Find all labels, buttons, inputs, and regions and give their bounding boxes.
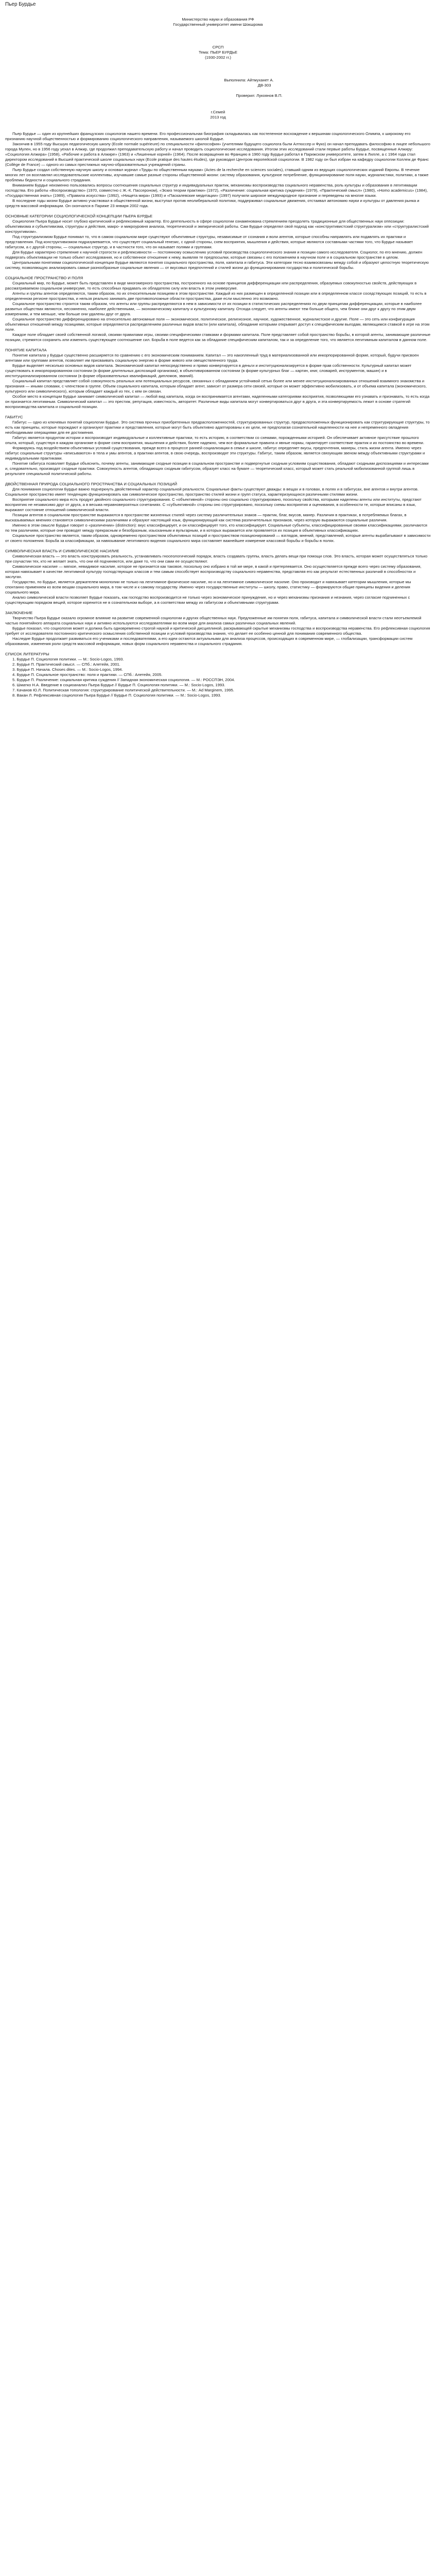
body-paragraph: Социальное пространство дифференцировано на относительно автономные поля — экономическое, политическое, религиозное, научное, художественное, журналистское и другие. Поле — это сеть или конфигурация объективных отношений между позициями, которые определяются распределением различных видов власти (или капитала), обладание которыми открывает доступ к специфическим выгодам, являющимся ставкой в игре на этом поле.	[5, 317, 430, 332]
document-section	[5, 415, 431, 477]
body-paragraph: Габитус — одно из ключевых понятий социологии Бурдье. Это система прочных приобретенных предрасположенностей, структурированных структур, предрасположенных функционировать как структурирующие структуры, то есть как принципы, которые порождают и организуют практики и представления, которые могут быть объективно адаптированы к их цели, не предполагая сознательной нацеленности на нее и непременного овладения необходимыми операциями для ее достижения.	[5, 420, 430, 435]
section-heading: СПИСОК ЛИТЕРАТУРЫ	[5, 652, 49, 656]
work-topic: Тема: ПЬЕР БУРДЬЕ	[198, 50, 238, 55]
body-paragraph: 2. Бурдье П. Практический смысл. — СПб.: Алетейя, 2001.	[12, 662, 120, 667]
body-paragraph: Бурдье показал, что социология может и должна быть одновременно строгой наукой и критической дисциплиной, раскрывающей скрытые механизмы господства и воспроизводства неравенства. Его рефлексивная социология требует от исследователя постоянного критического осмысления собственной позиции и условий производства знания, что делает ее особенно ценной для понимания современного общества.	[5, 626, 430, 636]
body-paragraph: 7. Качанов Ю.Л. Политическая топология: структурирование политической действительности. — М.: Ad Marginem, 1995.	[12, 688, 234, 692]
section-heading: СОЦИАЛЬНОЕ ПРОСТРАНСТВО И ПОЛЯ	[5, 276, 83, 280]
body-paragraph: Творчество Пьера Бурдье оказало огромное влияние на развитие современной социологии и других общественных наук. Предложенные им понятия поля, габитуса, капитала и символической власти стали неотъемлемой частью понятийного аппарата социальных наук и активно используются исследователями во всем мире для анализа самых различных социальных явлений.	[5, 616, 422, 625]
section-heading: ЗАКЛЮЧЕНИЕ	[5, 611, 33, 615]
body-paragraph: Пьер Бурдье — один из крупнейших французских социологов нашего времени. Его профессиональная биография складывалась как постепенное восхождение к вершинам социологического Олимпа, к широкому его признанию научной общественностью и формированию социологического направления, называемого школой Бурдье.	[5, 131, 411, 141]
section-heading: ОСНОВНЫЕ КАТЕГОРИИ СОЦИОЛОГИЧЕСКОЙ КОНЦЕПЦИИ ПЬЕРА БУРДЬЕ	[5, 214, 153, 218]
body-paragraph: Социальный капитал представляет собой совокупность реальных или потенциальных ресурсов, связанных с обладанием устойчивой сетью более или менее институционализированных отношений взаимного знакомства и признания — иными словами, с членством в группе. Объем социального капитала, которым обладает агент, зависит от размера сети связей, которые он может эффективно мобилизовать, и от объема капитала (экономического, культурного или символического), которым обладает каждый из тех, с кем он связан.	[5, 379, 427, 394]
checked-by: Проверил: Лукоянов В.П.	[236, 93, 283, 98]
body-paragraph: 8. Вакан Л. Рефлексивная социология Пьера Бурдье // Бурдье П. Социология политики. — М.: Socio-Logos, 1993.	[12, 693, 221, 698]
body-paragraph: Особое место в концепции Бурдье занимает символический капитал — любой вид капитала, когда он воспринимается агентами, наделенными категориями восприятия, позволяющими его узнавать и признавать, то есть когда он признается легитимным. Символический капитал — это престиж, репутация, известность, авторитет. Различные виды капитала могут конвертироваться друг в друга, и эта конвертируемость лежит в основе стратегий воспроизводства капитала и социальной позиции.	[5, 394, 430, 409]
body-paragraph: Формируясь под воздействием объективных условий существования, прежде всего в процессе ранней социализации в семье и школе, габитус определяет вкусы, предпочтения, манеры, стиль жизни агента. Именно через габитус социальные структуры «вписываются» в тела и умы агентов, а практики агентов, в свою очередь, воспроизводят эти структуры. Габитус, таким образом, является связующим звеном между объективными структурами и индивидуальными практиками.	[5, 446, 425, 461]
body-paragraph: Вниманием Бурдье неизменно пользовались вопросы соотношения социальных структур и индивидуальных практик, механизмы воспроизводства социального неравенства, роль культуры и образования в легитимации господства. Его работы «Воспроизводство» (1970, совместно с Ж.-К. Пассероном), «Эскиз теории практики» (1972), «Различение: социальная критика суждения» (1979), «Практический смысл» (1980), «Homo academicus» (1984), «Государственная знать» (1989), «Правила искусства» (1992), «Нищета мира» (1993) и «Паскалевские медитации» (1997) получили широкое международное признание и переведены на многие языки.	[5, 183, 428, 198]
body-paragraph: Пьер Бурдье создал собственную научную школу и основал журнал «Труды по общественным наукам» (Actes de la recherche en sciences sociales), ставший одним из ведущих социологических изданий Европы. В течение многих лет он возглавлял исследовательские коллективы, изучавшие самые разные стороны общественной жизни: систему образования, культурное потребление, функционирование поля науки, журналистики, политики, а также проблемы бедности и социального страдания.	[5, 167, 429, 182]
body-paragraph: Анализ символической власти позволяет Бурдье показать, как господство воспроизводится не только через экономическое принуждение, но и через механизмы признания и незнания, через согласие подчиненных с существующим порядком вещей, которое коренится не в сознательном выборе, а в соответствии между их габитусом и объективными структурами.	[5, 595, 410, 605]
document-body	[5, 131, 431, 698]
spacer	[5, 120, 431, 131]
body-paragraph: Наследие Бурдье продолжает развиваться его учениками и последователями, а его идеи остаются актуальными для анализа процессов, происходящих в современном мире, — глобализации, трансформации систем образования, изменения роли средств массовой информации, новых форм социального неравенства и социального страдания.	[5, 636, 413, 646]
body-paragraph: Закончив в 1955 году Высшую педагогическую школу (Ecole normale supérieure) по специальности «философия» (учителями будущего социолога были Алтюссер и Фуко) он начал преподавать философию в лицее небольшого города Мулен, но в 1956 году уехал в Алжир, где продолжил преподавательскую работу и начал проводить социологические исследования. Итогом этих исследований стали первые работы Бурдье, посвященные Алжиру: «Социология Алжира» (1958), «Рабочие и работа в Алжире» (1963) и «Лишенные корней» (1964). После возвращения во Францию в 1960 году Бурдье работал в Парижском университете, затем в Лилле, а с 1964 года стал директором исследований в Высшей практической школе социальных наук (Ecole pratique des hautes études), где руководил Центром европейской социологии. В 1982 году он был избран на кафедру социологии Коллеж де Франс (Collège de France) — одного из самых престижных научно-образовательных учреждений страны.	[5, 142, 430, 167]
author-info	[5, 78, 431, 98]
body-paragraph: Социальное пространство строится таким образом, что агенты или группы распределяются в нем в зависимости от их позиции в статистических распределениях по двум принципам дифференциации, которые в наиболее развитых обществах являются, несомненно, наиболее действенными, — экономическому капиталу и культурному капиталу. Отсюда следует, что агенты имеют тем больше общего, чем ближе они друг к другу по этим двум измерениям, и тем меньше, чем больше они удалены друг от друга.	[5, 301, 422, 316]
body-paragraph: Восприятие социального мира есть продукт двойного социального структурирования. С «объективной» стороны оно социально структурировано, поскольку свойства, которыми наделены агенты или институты, предстают восприятию не независимо друг от друга, а в весьма неравновероятных сочетаниях. С «субъективной» стороны оно структурировано, поскольку схемы восприятия и оценивания, в особенности те, которые вписаны в язык, выражают состояние отношений символической власти.	[5, 497, 422, 512]
body-paragraph: В последние годы жизни Бурдье активно участвовал в общественной жизни, выступал против неолиберальной политики, поддерживал социальные движения, отстаивал автономию науки и культуры от давления рынка и средств массовой информации. Он скончался в Париже 23 января 2002 года.	[5, 198, 420, 208]
body-paragraph: Бурдье выделяет несколько основных видов капитала. Экономический капитал непосредственно и прямо конвертируется в деньги и институционализируется в форме прав собственности. Культурный капитал может существовать в инкорпорированном состоянии (в форме длительных диспозиций организма), в объективированном состоянии (в форме культурных благ — картин, книг, словарей, инструментов, машин) и в институционализированном состоянии (в форме образовательных квалификаций, дипломов, званий).	[5, 363, 412, 378]
done-by: Выполнила: Айтмуханет А.	[224, 78, 274, 82]
spacer	[67, 88, 431, 93]
body-paragraph: Позиции агентов в социальном пространстве выражаются в пространстве жизненных стилей через систему различительных знаков — практик, благ, вкусов, манер. Различия в практиках, в потребляемых благах, в высказываемых мнениях становятся символическими различиями и образуют настоящий язык, функционирующий как система различительных признаков, через которую выражаются социальные различия.	[5, 513, 407, 522]
document-section	[5, 348, 431, 410]
body-paragraph: 4. Бурдье П. Социальное пространство: поля и практики. — СПб.: Алетейя, 2005.	[12, 672, 163, 677]
body-paragraph: Агенты и группы агентов определяются, таким образом, по их относительным позициям в этом пространстве. Каждый из них размещен в определенной позиции или в определенном классе соседствующих позиций, то есть в определенном регионе пространства, и нельзя реально занимать две противоположные области пространства, даже если мысленно это возможно.	[5, 291, 427, 301]
year: 2013 год	[210, 115, 226, 120]
body-paragraph: Под структурализмом Бурдье понимал то, что в самом социальном мире существуют объективные структуры, независимые от сознания и воли агентов, которые способны направлять или подавлять их практики и представления. Под конструктивизмом подразумевается, что существует социальный генезис, с одной стороны, схем восприятия, мышления и действия, которые являются составными частями того, что Бурдье называет габитусом, а с другой стороны, — социальных структур, и в частности того, что он называет полями и группами.	[5, 234, 413, 249]
section-heading: СИМВОЛИЧЕСКАЯ ВЛАСТЬ И СИМВОЛИЧЕСКОЕ НАСИЛИЕ	[5, 549, 119, 553]
body-paragraph: Государство, по Бурдье, является держателем монополии не только на легитимное физическое насилие, но и на легитимное символическое насилие. Оно производит и навязывает категории мышления, которые мы спонтанно применяем ко всем вещам социального мира, в том числе и к самому государству. Именно через государственные институты — школу, право, статистику — формируются общие принципы видения и деления социального мира.	[5, 580, 411, 595]
body-paragraph: Социология Пьера Бурдье носит глубоко критический и рефлексивный характер. Его деятельность в сфере социологии ознаменована стремлением преодолеть традиционные для общественных наук оппозиции: объективизма и субъективизма, структуры и действия, макро- и микроуровня анализа, теоретической и эмпирической работы. Сам Бурдье определял свой подход как «конструктивистский структурализм» или «структуралистский конструктивизм».	[5, 219, 429, 234]
spacer	[5, 27, 431, 45]
title-page-header	[5, 17, 431, 27]
body-paragraph: Габитус является продуктом истории и воспроизводит индивидуальные и коллективные практики, то есть историю, в соответствии со схемами, порожденными историей. Он обеспечивает активное присутствие прошлого опыта, который, существуя в каждом организме в форме схем восприятия, мышления и действия, более надежно, чем все формальные правила и явные нормы, гарантирует соответствие практик и их постоянство во времени.	[5, 435, 425, 445]
document-section	[5, 276, 431, 343]
document-section	[5, 652, 431, 698]
university-name: Государственный университет имени Шокшрома	[173, 22, 263, 27]
group: ДВ-303	[257, 83, 271, 88]
body-paragraph: Именно в этом смысле Бурдье говорит о «различении» (distinction): вкус классифицирует, и он классифицирует того, кто классифицирует. Социальные субъекты, классифицированные своими классификациями, различаются по тем различиям, которые они проводят между прекрасным и безобразным, изысканным и вульгарным, и в которых выражается или проявляется их позиция в объективных классификациях.	[5, 523, 427, 533]
ministry-name: Министерство науки и образования РФ	[182, 17, 254, 22]
body-paragraph: 3. Бурдье П. Начала. Choses dites. — М.: Socio-Logos, 1994.	[12, 667, 123, 672]
spacer	[5, 60, 431, 78]
document-title: Пьер Бурдье	[5, 2, 36, 7]
body-paragraph: Понятие капитала у Бурдье существенно расширяется по сравнению с его экономическим пониманием. Капитал — это накопленный труд в материализованной или инкорпорированной форме, который, будучи присвоен агентами или группами агентов, позволяет им присваивать социальную энергию в форме живого или овеществленного труда.	[5, 353, 419, 363]
work-years: (1930-2002 гг.)	[205, 55, 231, 60]
body-paragraph: Социальное пространство является, таким образом, одновременно пространством объективных позиций и пространством позиционирований — взглядов, мнений, представлений, которые агенты вырабатывают в зависимости от своего положения. Борьба за классификации, за навязывание легитимного видения социального мира составляет важнейшее измерение классовой борьбы и борьбы в полях.	[5, 533, 431, 543]
work-type: СРСП	[212, 45, 224, 49]
spacer	[5, 98, 431, 110]
work-info	[5, 45, 431, 60]
body-paragraph: Символическая власть — это власть конструировать реальность, устанавливать гносеологический порядок, власть создавать группы, власть делать вещи при помощи слов. Это власть, которая может осуществляться только при соучастии тех, кто не желает знать, что они ей подчиняются, или даже то, что они сами ее осуществляют.	[5, 554, 428, 564]
section-heading: ПОНЯТИЕ КАПИТАЛА	[5, 348, 47, 352]
body-paragraph: Социальный мир, по Бурдье, может быть представлен в виде многомерного пространства, построенного на основе принципов дифференциации или распределения, образуемых совокупностью свойств, действующих в рассматриваемом социальном универсуме, то есть способных придавать их обладателю силу или власть в этом универсуме.	[5, 281, 417, 291]
body-paragraph: Символическое насилие — мягкое, невидимое насилие, которое не признается как таковое, поскольку оно избрано в той же мере, в какой и претерпевается. Оно осуществляется прежде всего через систему образования, которая навязывает в качестве легитимной культуру господствующих классов и тем самым способствует воспроизводству социального неравенства, представляя его как результат естественных различий в способностях и заслугах.	[5, 564, 422, 579]
document-section	[5, 214, 431, 270]
document-section	[5, 549, 431, 605]
body-paragraph: Понятие габитуса позволяет Бурдье объяснить, почему агенты, занимающие сходные позиции в социальном пространстве и подвергнутые сходным условиям существования, обладают сходными диспозициями и интересами и, следовательно, производят сходные практики. Совокупность агентов, обладающих сходным габитусом, образует класс на бумаге — теоретический класс, который может стать реальной мобилизованной группой лишь в результате специальной политической работы.	[5, 461, 429, 476]
section-heading: ДВОЙСТВЕННАЯ ПРИРОДА СОЦИАЛЬНОГО ПРОСТРАНСТВА И СОЦИАЛЬНЫХ ПОЗИЦИЙ	[5, 482, 178, 486]
place-date	[5, 110, 431, 120]
document-section	[5, 482, 431, 544]
document-section	[5, 611, 431, 647]
document-section	[5, 131, 431, 209]
section-heading: ГАБИТУС	[5, 415, 23, 419]
body-paragraph: 6. Шматко Н.А. Введение в социоанализ Пьера Бурдье // Бурдье П. Социология политики. — М.: Socio-Logos, 1993.	[12, 683, 225, 687]
body-paragraph: Для понимания социологии Бурдье важно подчеркнуть двойственный характер социальной реальности. Социальные факты существуют дважды: в вещах и в головах, в полях и в габитусах, вне агентов и внутри агентов. Социальное пространство имеет тенденцию функционировать как символическое пространство, пространство стилей жизни и групп статуса, характеризующихся различными стилями жизни.	[5, 487, 418, 497]
body-paragraph: Центральными понятиями социологической концепции Бурдье являются понятия социального пространства, поля, капитала и габитуса. Эти категории тесно взаимосвязаны между собой и образуют целостную теоретическую систему, позволяющую анализировать самые разнообразные социальные явления — от вкусовых предпочтений и стилей жизни до функционирования государства и политической борьбы.	[5, 260, 429, 270]
city: г.Семей	[211, 110, 225, 114]
body-paragraph: Для Бурдье характерно стремление к научной строгости и рефлексивности — постоянному осмыслению условий производства социологического знания и позиции самого исследователя. Социолог, по его мнению, должен подвергать объективации не только объект исследования, но и собственное отношение к нему, выявляя те предпосылки, которые связаны с его положением в научном поле и в социальном пространстве в целом.	[5, 250, 423, 260]
body-paragraph: 5. Бурдье П. Различение: социальная критика суждения // Западная экономическая социология. — М.: РОССПЭН, 2004.	[12, 677, 235, 682]
body-paragraph: 1. Бурдье П. Социология политики. — М.: Socio-Logos, 1993.	[12, 657, 124, 662]
body-paragraph: Каждое поле обладает своей собственной логикой, своими правилами игры, своими специфическими ставками и формами капитала. Поле представляет собой пространство борьбы, в которой агенты, занимающие различные позиции, стремятся сохранить или изменить существующее соотношение сил. Борьба в поле ведется как за обладание специфическим капиталом, так и за определение того, что является легитимным капиталом в данном поле.	[5, 332, 431, 342]
